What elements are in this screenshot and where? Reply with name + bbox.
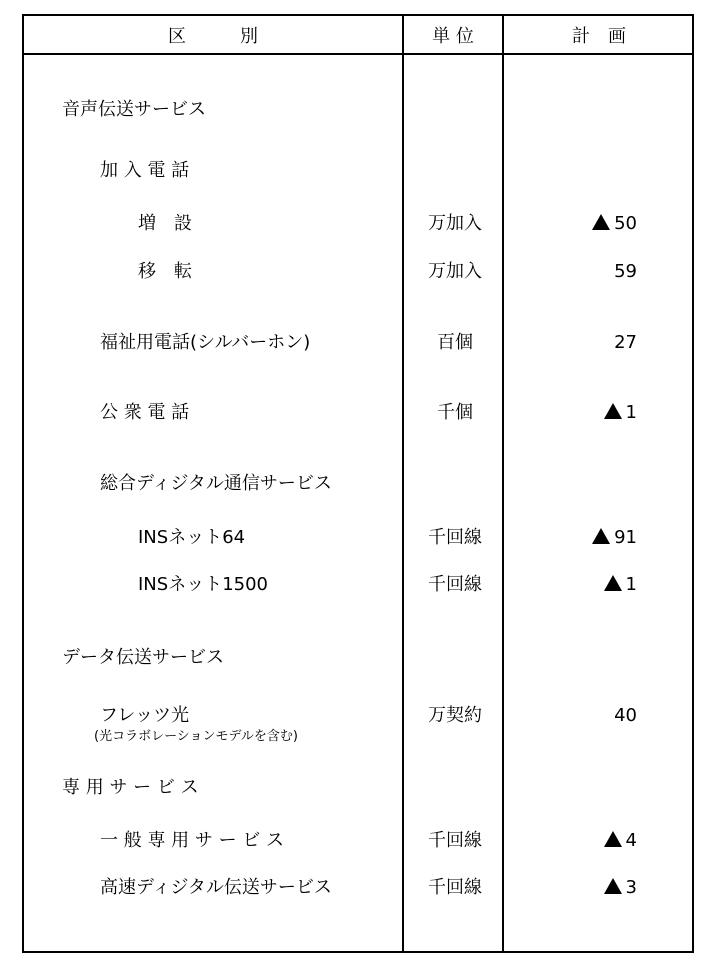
plan-value: 1 [505, 402, 637, 424]
column-divider [402, 16, 404, 951]
unit-value: 千個 [437, 402, 473, 423]
category-note: (光コラボレーションモデルを含む) [94, 729, 298, 744]
item-label: 移 転 [138, 261, 192, 282]
plan-value: 40 [614, 705, 637, 726]
triangle-icon [592, 214, 610, 230]
plan-value: 27 [614, 332, 637, 353]
plan-value: 50 [505, 213, 637, 235]
header-divider [24, 53, 692, 55]
unit-value: 万契約 [428, 705, 482, 726]
category-label: 総合ディジタル通信サービス [100, 473, 332, 494]
triangle-icon [604, 831, 622, 847]
unit-value: 千回線 [428, 574, 482, 595]
plan-value: 4 [505, 830, 637, 852]
header-unit: 単 位 [432, 26, 474, 47]
section-label: データ伝送サービス [62, 647, 224, 668]
triangle-icon [604, 575, 622, 591]
category-label: 加 入 電 話 [100, 160, 190, 181]
category-label: フレッツ光 [100, 705, 190, 726]
plan-table [22, 14, 694, 953]
plan-value: 91 [505, 527, 637, 549]
plan-value: 1 [505, 574, 637, 596]
plan-value: 3 [505, 877, 637, 899]
column-divider [502, 16, 504, 951]
section-label: 専 用 サ ー ビ ス [62, 777, 199, 798]
triangle-icon [592, 528, 610, 544]
item-label: INSネット64 [138, 527, 246, 548]
category-label: 福祉用電話(シルバーホン) [100, 332, 311, 353]
unit-value: 千回線 [428, 877, 482, 898]
category-label: 公 衆 電 話 [100, 402, 190, 423]
section-label: 音声伝送サービス [62, 99, 206, 120]
header-plan: 計 画 [572, 26, 626, 47]
item-label: INSネット1500 [138, 574, 269, 595]
triangle-icon [604, 878, 622, 894]
item-label: 増 設 [138, 213, 192, 234]
unit-value: 万加入 [428, 261, 482, 282]
plan-value: 59 [614, 261, 637, 282]
unit-value: 百個 [437, 332, 473, 353]
unit-value: 千回線 [428, 830, 482, 851]
unit-value: 千回線 [428, 527, 482, 548]
category-label: 一 般 専 用 サ ー ビ ス [100, 830, 285, 851]
category-label: 高速ディジタル伝送サービス [100, 877, 332, 898]
triangle-icon [604, 403, 622, 419]
unit-value: 万加入 [428, 213, 482, 234]
header-category: 区 別 [168, 26, 258, 47]
